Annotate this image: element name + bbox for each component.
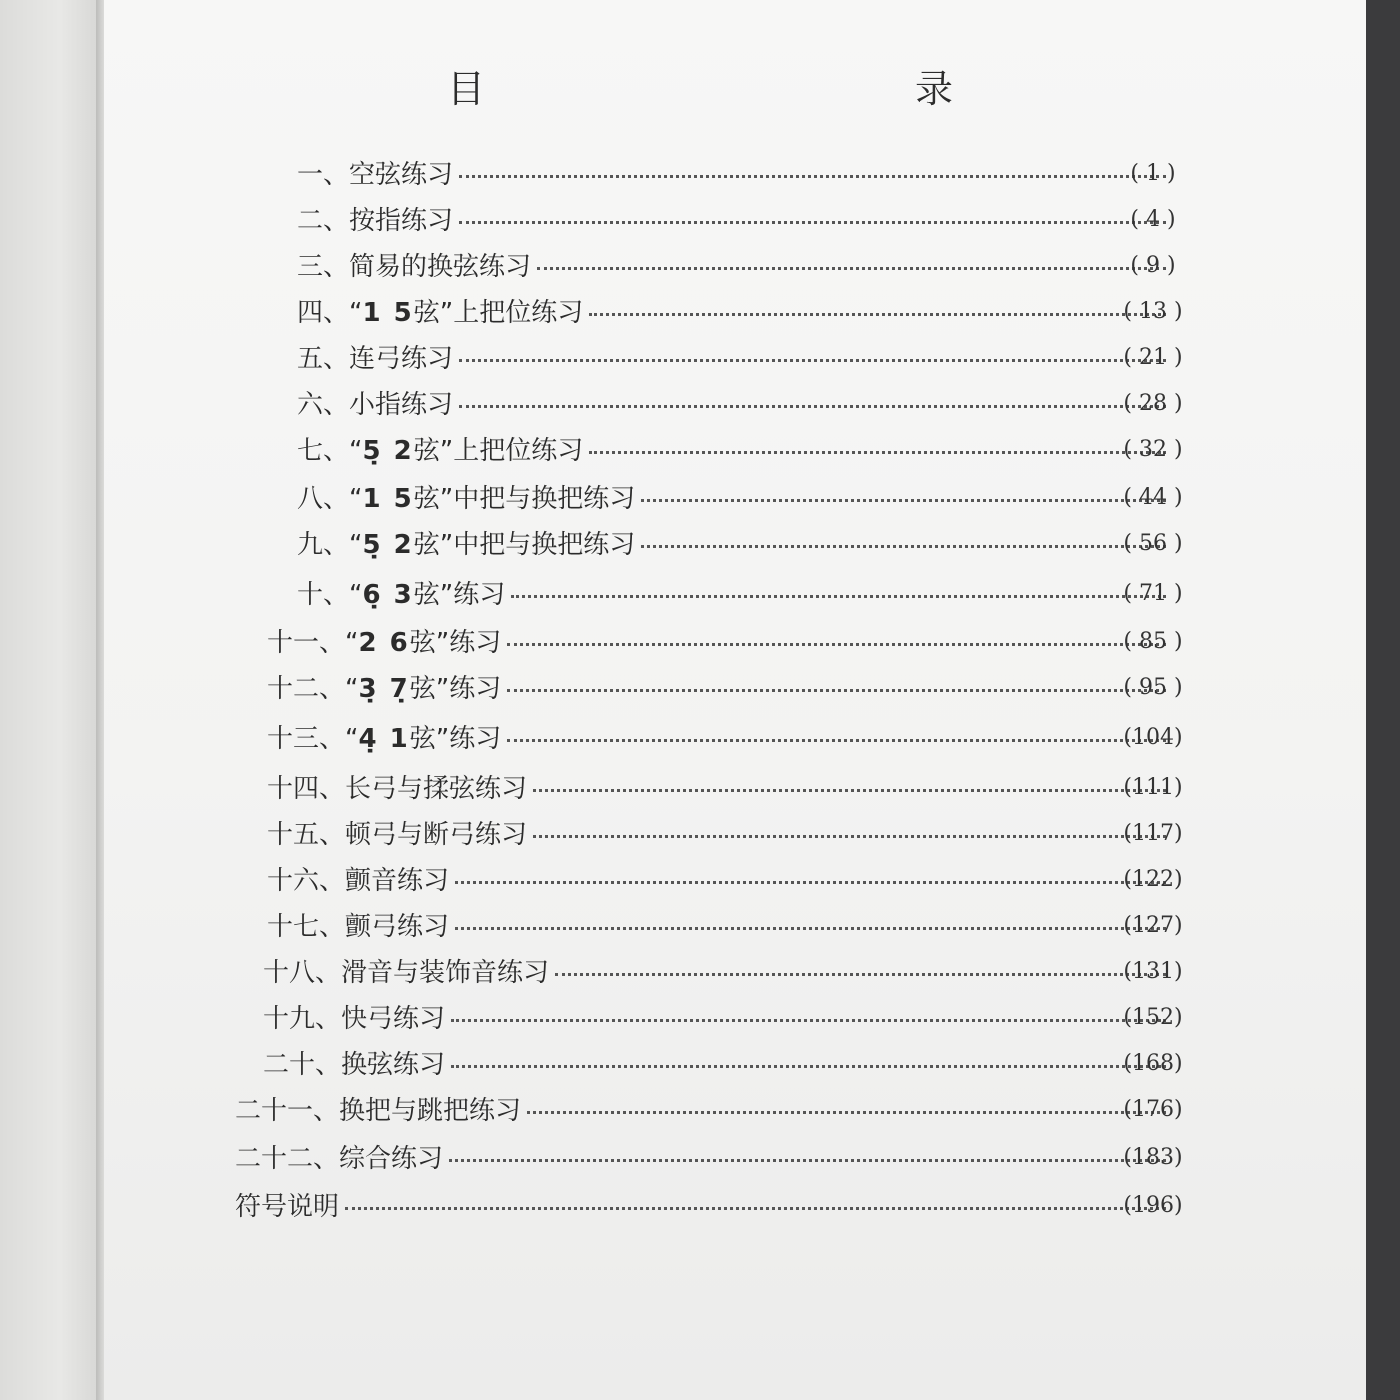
toc-page-number: ( 21 ) (1123, 345, 1183, 370)
toc-entry[interactable] (267, 716, 1180, 756)
toc-entry-label (297, 292, 583, 329)
toc-leader-dots (455, 881, 1166, 884)
toc-entry[interactable] (297, 244, 1180, 284)
toc-entry[interactable] (297, 198, 1180, 238)
toc-entry[interactable] (235, 1136, 1180, 1176)
toc-page-number: ( 9 ) (1130, 253, 1176, 278)
toc-entry-label (267, 668, 501, 705)
toc-leader-dots (345, 1207, 1166, 1210)
toc-entry-title: 简易的换弦练习 (349, 251, 532, 282)
toc-page-number: (131) (1123, 959, 1183, 984)
toc-entry-label (267, 860, 449, 897)
toc-entry-title: 颤音练习 (345, 865, 450, 896)
toc-leader-dots (589, 313, 1166, 316)
toc-entry[interactable] (297, 290, 1180, 330)
toc-entry-label (267, 814, 527, 851)
toc-page-number: (176) (1123, 1097, 1183, 1122)
toc-entry-title: 按指练习 (349, 205, 454, 236)
toc-entry[interactable] (297, 382, 1180, 422)
toc-entry[interactable] (267, 812, 1180, 852)
toc-entry[interactable] (263, 1042, 1180, 1082)
toc-entry-number: 九、“ (297, 529, 363, 560)
toc-entry-title: 颤弓练习 (345, 911, 450, 942)
toc-leader-dots (641, 545, 1166, 548)
toc-leader-dots (459, 221, 1166, 224)
toc-entry[interactable] (297, 152, 1180, 192)
toc-entry-notes: 3̣ 7̣ (358, 673, 410, 704)
toc-entry[interactable] (235, 1088, 1180, 1128)
toc-leader-dots (455, 927, 1166, 930)
toc-entry[interactable] (263, 950, 1180, 990)
toc-entry-label (263, 952, 549, 989)
toc-leader-dots (451, 1065, 1166, 1068)
toc-entry[interactable] (297, 572, 1180, 612)
toc-entry-number: 五、 (297, 343, 350, 374)
toc-entry-title: 滑音与装饰音练习 (341, 957, 550, 988)
toc-entry-title: 弦”中把与换把练习 (413, 483, 636, 514)
toc-entry-label (235, 1186, 339, 1223)
toc-page-number: (127) (1123, 913, 1183, 938)
toc-entry-title: 长弓与揉弦练习 (345, 773, 528, 804)
toc-page-number: (168) (1123, 1051, 1183, 1076)
toc-entry-number: 十一、“ (267, 627, 359, 658)
toc-entry-number: 四、“ (297, 297, 363, 328)
toc-entry-label (297, 246, 531, 283)
toc-page-number: (152) (1123, 1005, 1183, 1030)
toc-leader-dots (533, 789, 1166, 792)
toc-entry-title: 符号说明 (235, 1191, 340, 1222)
toc-leader-dots (507, 739, 1166, 742)
toc-page-number: (196) (1123, 1193, 1183, 1218)
toc-entry[interactable] (267, 766, 1180, 806)
toc-entry[interactable] (235, 1184, 1180, 1224)
toc-page-number: ( 13 ) (1123, 299, 1183, 324)
toc-entry-number: 十六、 (267, 865, 346, 896)
toc-entry[interactable] (297, 336, 1180, 376)
toc-page-number: ( 95 ) (1123, 675, 1183, 700)
toc-page-number: ( 4 ) (1130, 207, 1176, 232)
toc-leader-dots (511, 595, 1166, 598)
toc-page-number: ( 32 ) (1123, 437, 1183, 462)
toc-entry-title: 弦”练习 (409, 627, 502, 658)
toc-entry-number: 六、 (297, 389, 350, 420)
toc-entry-notes: 6̣ 3 (362, 579, 414, 610)
toc-entry-notes: 2 6 (358, 627, 410, 658)
toc-entry-label (235, 1138, 443, 1175)
toc-entry-number: 二、 (297, 205, 350, 236)
toc-entry-number: 十四、 (267, 773, 346, 804)
toc-entry-label (297, 154, 453, 191)
toc-leader-dots (537, 267, 1166, 270)
toc-entry-number: 十七、 (267, 911, 346, 942)
toc-entry[interactable] (297, 428, 1180, 468)
toc-entry-number: 七、“ (297, 435, 363, 466)
toc-page-number: (111) (1123, 775, 1183, 800)
toc-entry-number: 一、 (297, 159, 350, 190)
toc-entry-title: 顿弓与断弓练习 (345, 819, 528, 850)
toc-leader-dots (459, 359, 1166, 362)
toc-entry-title: 弦”练习 (409, 673, 502, 704)
toc-entry-number: 三、 (297, 251, 350, 282)
toc-entry-notes: 4̣ 1 (358, 723, 410, 754)
toc-entry-label (297, 200, 453, 237)
toc-page-number: ( 44 ) (1123, 485, 1183, 510)
toc-page-number: ( 1 ) (1130, 161, 1176, 186)
toc-leader-dots (641, 499, 1166, 502)
toc-leader-dots (449, 1159, 1166, 1162)
toc-leader-dots (451, 1019, 1166, 1022)
toc-entry-label (297, 430, 583, 467)
toc-entry-title: 弦”上把位练习 (413, 297, 584, 328)
toc-entry-number: 十八、 (263, 957, 342, 988)
toc-entry-label (263, 1044, 445, 1081)
toc-leader-dots (459, 175, 1166, 178)
toc-entry-notes: 1 5 (362, 297, 414, 328)
toc-entry-number: 十、“ (297, 579, 363, 610)
toc-page-number: (122) (1123, 867, 1183, 892)
toc-entry-title: 弦”练习 (413, 579, 506, 610)
toc-entry-title: 空弦练习 (349, 159, 454, 190)
toc-page-number: ( 56 ) (1123, 531, 1183, 556)
toc-entry-label (267, 906, 449, 943)
toc-entry-label (235, 1090, 521, 1127)
toc-leader-dots (589, 451, 1166, 454)
toc-entry-label (297, 384, 453, 421)
toc-entry-number: 二十一、 (235, 1095, 340, 1126)
toc-page-number: ( 28 ) (1123, 391, 1183, 416)
toc-leader-dots (507, 689, 1166, 692)
toc-entry-number: 二十二、 (235, 1143, 340, 1174)
toc-entry-title: 弦”中把与换把练习 (413, 529, 636, 560)
toc-entry-label (297, 478, 635, 515)
toc-entry-notes: 1 5 (362, 483, 414, 514)
toc-entry-number: 十三、“ (267, 723, 359, 754)
toc-entry[interactable] (267, 666, 1180, 706)
toc-entry-title: 换弦练习 (341, 1049, 446, 1080)
toc-entry-title: 小指练习 (349, 389, 454, 420)
toc-leader-dots (527, 1111, 1166, 1114)
toc-entry-title: 连弓练习 (349, 343, 454, 374)
toc-entry-title: 快弓练习 (341, 1003, 446, 1034)
toc-entry[interactable] (297, 522, 1180, 562)
page-title: 目 录 (446, 67, 1071, 111)
toc-entry-notes: 5̣ 2 (362, 529, 414, 560)
toc-entry-label (263, 998, 445, 1035)
toc-entry-label (267, 718, 501, 755)
toc-entry-title: 弦”练习 (409, 723, 502, 754)
toc-entry-number: 十九、 (263, 1003, 342, 1034)
toc-page-number: ( 85 ) (1123, 629, 1183, 654)
toc-entry-number: 十二、“ (267, 673, 359, 704)
toc-entry[interactable] (267, 904, 1180, 944)
toc-entry-label (297, 574, 505, 611)
toc-page-number: (117) (1123, 821, 1183, 846)
toc-entry[interactable] (267, 858, 1180, 898)
toc-leader-dots (459, 405, 1166, 408)
toc-entry-title: 综合练习 (339, 1143, 444, 1174)
toc-entry[interactable] (263, 996, 1180, 1036)
toc-entry-title: 换把与跳把练习 (339, 1095, 522, 1126)
toc-leader-dots (555, 973, 1166, 976)
toc-entry-title: 弦”上把位练习 (413, 435, 584, 466)
toc-entry-label (267, 768, 527, 805)
toc-entry[interactable] (297, 476, 1180, 516)
toc-entry-number: 八、“ (297, 483, 363, 514)
toc-page-number: (104) (1123, 725, 1183, 750)
toc-entry-label (267, 622, 501, 659)
toc-page-number: ( 71 ) (1123, 581, 1183, 606)
toc-entry-number: 十五、 (267, 819, 346, 850)
toc-leader-dots (533, 835, 1166, 838)
toc-entry[interactable] (267, 620, 1180, 660)
toc-entry-label (297, 338, 453, 375)
toc-page-number: (183) (1123, 1145, 1183, 1170)
toc-leader-dots (507, 643, 1166, 646)
toc-entry-label (297, 524, 635, 561)
toc-entry-number: 二十、 (263, 1049, 342, 1080)
toc-entry-notes: 5̣ 2 (362, 435, 414, 466)
